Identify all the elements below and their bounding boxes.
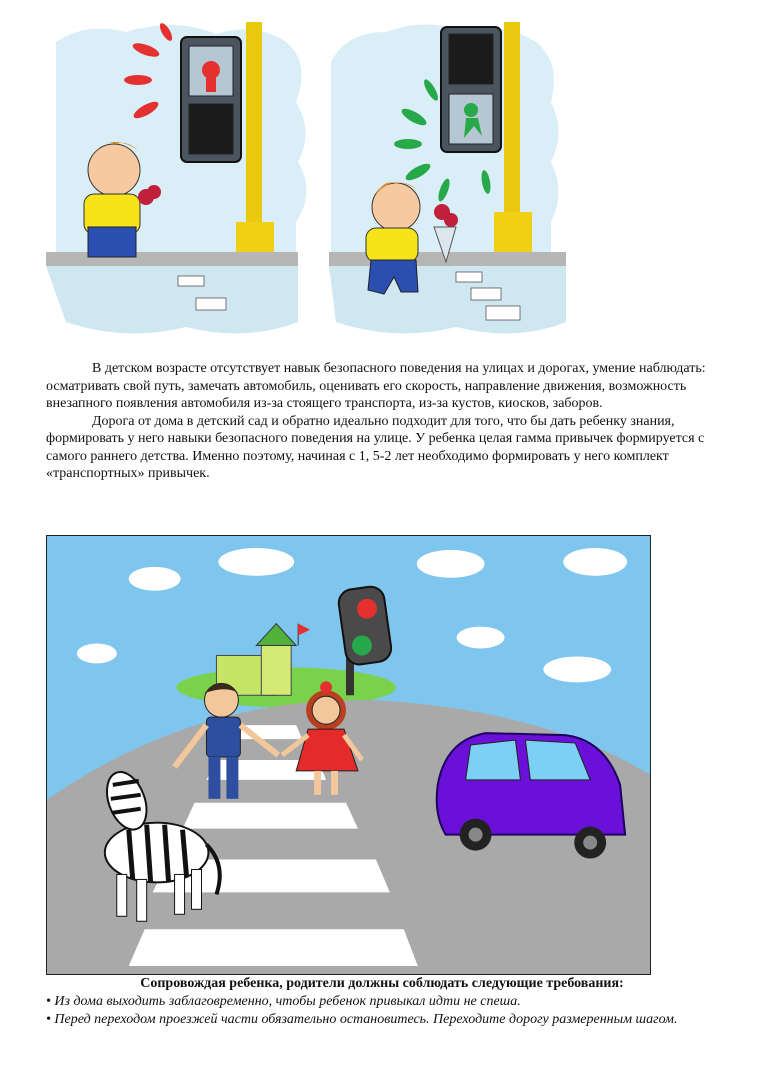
crossing-illustration bbox=[46, 535, 651, 975]
paragraph-1: В детском возрасте отсутствует навык безопасного поведения на улицах и дорогах, умение наблюдать: осматривать свой путь, замечать автомобиль, оценивать его скорость, направление движения, возможность внезапного появления автомобиля из-за стоящего транспорта, из-за кустов, киосков, заборов. bbox=[46, 361, 706, 411]
requirements-list bbox=[46, 993, 718, 1028]
requirements-heading: Сопровождая ребенка, родители должны соблюдать следующие требования: bbox=[140, 976, 624, 991]
green-pedestrian-signal bbox=[464, 103, 478, 117]
crossing-scene bbox=[47, 536, 650, 974]
left-light-pole bbox=[246, 22, 262, 252]
paragraph-2: Дорога от дома в детский сад и обратно идеально подходит для того, что бы дать ребенку знания, формировать у него навыки безопасного поведения на улице. У ребенка целая гамма привычек формируется с самого раннего детства. Именно поэтому, начиная с 1, 5-2 лет необходимо формировать у него комплект «транспортных» привычек. bbox=[46, 413, 705, 481]
left-sidewalk bbox=[46, 252, 298, 266]
top-illustration bbox=[46, 22, 566, 342]
requirement-item: • Перед переходом проезжей части обязательно остановитесь. Переходите дорогу размеренным шагом. bbox=[46, 1011, 678, 1027]
intro-text bbox=[46, 360, 718, 483]
left-road bbox=[46, 266, 298, 333]
traffic-light-comic bbox=[46, 22, 566, 342]
red-pedestrian-signal bbox=[202, 61, 220, 79]
requirement-item: • Из дома выходить заблаговременно, чтобы ребенок привыкал идти не спеша. bbox=[46, 994, 521, 1009]
